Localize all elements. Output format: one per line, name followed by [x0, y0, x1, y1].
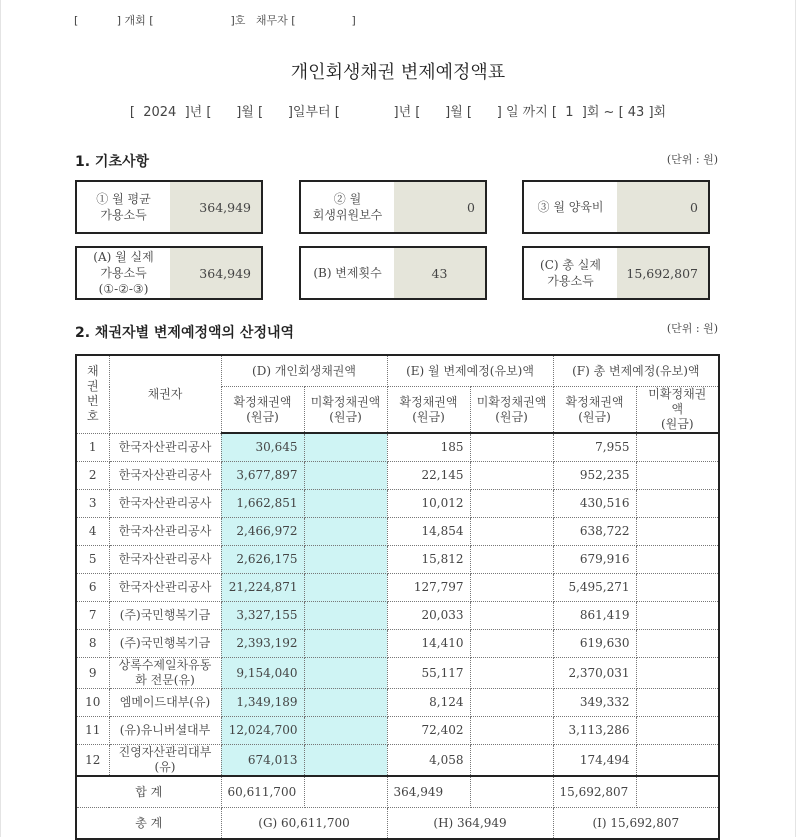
e-unconfirmed-cell: [470, 717, 553, 745]
e-unconfirmed-cell: [470, 462, 553, 490]
table-row: [76, 433, 719, 462]
creditor-name: 엠메이드대부(유): [109, 689, 221, 717]
repayment-count-label: [301, 248, 394, 298]
total-available-income-box: [522, 246, 710, 300]
table-row: [76, 546, 719, 574]
trustee-fee-box: [299, 180, 487, 234]
subtotal-label: 합 계: [76, 776, 221, 808]
creditor-name: 한국자산관리공사: [109, 518, 221, 546]
d-unconfirmed-cell: [304, 518, 387, 546]
d-confirmed-cell: 2,466,972: [221, 518, 304, 546]
box-label-line: 가용소득: [100, 266, 147, 280]
subtotal-e-unconfirmed: [470, 776, 553, 808]
child-support-value: 0: [617, 182, 708, 232]
e-confirmed-cell: 10,012: [387, 490, 470, 518]
e-unconfirmed-cell: [470, 518, 553, 546]
box-label-line: (C) 총 실제: [540, 258, 601, 272]
f-confirmed-cell: 2,370,031: [553, 658, 636, 689]
table-row: [76, 462, 719, 490]
repayment-count-box: [299, 246, 487, 300]
avg-available-income-label: [77, 182, 170, 232]
f-confirmed-cell: 174,494: [553, 745, 636, 777]
creditor-name: 한국자산관리공사: [109, 574, 221, 602]
child-support-box: [522, 180, 710, 234]
f-confirmed-cell: 430,516: [553, 490, 636, 518]
d-confirmed-cell: 1,349,189: [221, 689, 304, 717]
creditor-name: 한국자산관리공사: [109, 490, 221, 518]
section2-title: 2. 채권자별 변제예정액의 산정내역: [75, 325, 295, 341]
d-unconfirmed-cell: [304, 574, 387, 602]
e-unconfirmed-cell: [470, 689, 553, 717]
e-confirmed-cell: 14,410: [387, 630, 470, 658]
page-title: 개인회생채권 변제예정액표: [290, 62, 506, 83]
subtotal-row: [76, 776, 719, 808]
e-confirmed-cell: 22,145: [387, 462, 470, 490]
d-unconfirmed-cell: [304, 490, 387, 518]
actual-available-income-value: 364,949: [170, 248, 261, 298]
d-confirmed-cell: 3,327,155: [221, 602, 304, 630]
repayment-count-value: 43: [394, 248, 485, 298]
d-confirmed-cell: 2,626,175: [221, 546, 304, 574]
f-unconfirmed-cell: [636, 433, 719, 462]
creditor-name: 한국자산관리공사: [109, 433, 221, 462]
d-unconfirmed-cell: [304, 658, 387, 689]
header-group-f: (F) 총 변제예정(유보)액: [553, 355, 719, 387]
e-unconfirmed-cell: [470, 602, 553, 630]
f-unconfirmed-cell: [636, 462, 719, 490]
actual-available-income-box: [75, 246, 263, 300]
box-label-line: ① 월 평균: [96, 192, 151, 206]
row-number: 2: [76, 462, 109, 490]
e-unconfirmed-cell: [470, 745, 553, 777]
e-confirmed-cell: 72,402: [387, 717, 470, 745]
f-confirmed-cell: 3,113,286: [553, 717, 636, 745]
trustee-fee-value: 0: [394, 182, 485, 232]
section1-title: 1. 기초사항: [75, 154, 150, 170]
box-label-line: ③ 월 양육비: [537, 200, 604, 214]
total-available-income-value: 15,692,807: [617, 248, 708, 298]
box-label-line: (①-②-③): [98, 282, 149, 296]
child-support-label: [524, 182, 617, 232]
header-f-confirmed: 확정채권액 (원금): [553, 387, 636, 434]
row-number: 3: [76, 490, 109, 518]
row-number: 10: [76, 689, 109, 717]
e-unconfirmed-cell: [470, 490, 553, 518]
table-row: [76, 717, 719, 745]
section1-unit: (단위 : 원): [666, 153, 718, 166]
header-e-unconfirmed: 미확정채권액 (원금): [470, 387, 553, 434]
section2-unit: (단위 : 원): [666, 322, 718, 335]
f-unconfirmed-cell: [636, 546, 719, 574]
header-d-confirmed: 확정채권액 (원금): [221, 387, 304, 434]
trustee-fee-label: [301, 182, 394, 232]
d-confirmed-cell: 9,154,040: [221, 658, 304, 689]
e-confirmed-cell: 8,124: [387, 689, 470, 717]
grand-total-label: 총 계: [76, 808, 221, 840]
f-unconfirmed-cell: [636, 602, 719, 630]
grand-total-g: (G) 60,611,700: [221, 808, 387, 840]
subtotal-f-unconfirmed: [636, 776, 719, 808]
avg-available-income-value: 364,949: [170, 182, 261, 232]
creditor-name: (유)유니버셜대부: [109, 717, 221, 745]
f-unconfirmed-cell: [636, 574, 719, 602]
table-row: [76, 689, 719, 717]
box-label-line: (A) 월 실제: [93, 250, 154, 264]
d-unconfirmed-cell: [304, 602, 387, 630]
case-number-line: [ ] 개회 [ ]호 채무자 [ ]: [74, 14, 356, 27]
e-unconfirmed-cell: [470, 658, 553, 689]
d-confirmed-cell: 21,224,871: [221, 574, 304, 602]
box-label-line: 가용소득: [100, 208, 147, 222]
box-label-line: (B) 변제횟수: [313, 266, 382, 280]
avg-available-income-box: [75, 180, 263, 234]
header-no: 채권 번호: [76, 355, 109, 433]
row-number: 1: [76, 433, 109, 462]
d-unconfirmed-cell: [304, 433, 387, 462]
header-creditor: 채권자: [109, 355, 221, 433]
box-label-line: ② 월: [333, 192, 362, 206]
table-row: [76, 490, 719, 518]
d-unconfirmed-cell: [304, 546, 387, 574]
d-confirmed-cell: 30,645: [221, 433, 304, 462]
e-confirmed-cell: 20,033: [387, 602, 470, 630]
e-unconfirmed-cell: [470, 433, 553, 462]
f-confirmed-cell: 952,235: [553, 462, 636, 490]
row-number: 12: [76, 745, 109, 777]
f-unconfirmed-cell: [636, 630, 719, 658]
f-unconfirmed-cell: [636, 518, 719, 546]
header-f-unconfirmed: 미확정채권액 (원금): [636, 387, 719, 434]
table-row: [76, 518, 719, 546]
box-label-line: 회생위원보수: [312, 208, 383, 222]
row-number: 6: [76, 574, 109, 602]
header-group-d: (D) 개인회생채권액: [221, 355, 387, 387]
d-unconfirmed-cell: [304, 630, 387, 658]
d-confirmed-cell: 12,024,700: [221, 717, 304, 745]
subtotal-d-unconfirmed: [304, 776, 387, 808]
e-unconfirmed-cell: [470, 630, 553, 658]
d-confirmed-cell: 3,677,897: [221, 462, 304, 490]
d-confirmed-cell: 674,013: [221, 745, 304, 777]
grand-total-row: [76, 808, 719, 840]
row-number: 9: [76, 658, 109, 689]
table-row: [76, 602, 719, 630]
row-number: 5: [76, 546, 109, 574]
header-d-unconfirmed: 미확정채권액 (원금): [304, 387, 387, 434]
creditor-name: (주)국민행복기금: [109, 630, 221, 658]
d-unconfirmed-cell: [304, 717, 387, 745]
d-unconfirmed-cell: [304, 462, 387, 490]
creditor-name: (주)국민행복기금: [109, 602, 221, 630]
e-confirmed-cell: 185: [387, 433, 470, 462]
f-unconfirmed-cell: [636, 658, 719, 689]
creditor-name: 진영자산관리대부 (유): [109, 745, 221, 777]
subtotal-d-confirmed: 60,611,700: [221, 776, 304, 808]
e-confirmed-cell: 15,812: [387, 546, 470, 574]
f-confirmed-cell: 679,916: [553, 546, 636, 574]
subtotal-e-confirmed: 364,949: [387, 776, 470, 808]
d-confirmed-cell: 1,662,851: [221, 490, 304, 518]
row-number: 8: [76, 630, 109, 658]
d-unconfirmed-cell: [304, 745, 387, 777]
table-row: [76, 658, 719, 689]
table-row: [76, 630, 719, 658]
f-confirmed-cell: 7,955: [553, 433, 636, 462]
repayment-table: [75, 354, 720, 840]
subtotal-f-confirmed: 15,692,807: [553, 776, 636, 808]
f-confirmed-cell: 638,722: [553, 518, 636, 546]
creditor-name: 한국자산관리공사: [109, 462, 221, 490]
total-available-income-label: [524, 248, 617, 298]
f-unconfirmed-cell: [636, 689, 719, 717]
f-unconfirmed-cell: [636, 717, 719, 745]
grand-total-h: (H) 364,949: [387, 808, 553, 840]
e-confirmed-cell: 14,854: [387, 518, 470, 546]
e-unconfirmed-cell: [470, 546, 553, 574]
f-unconfirmed-cell: [636, 745, 719, 777]
grand-total-i: (I) 15,692,807: [553, 808, 719, 840]
f-confirmed-cell: 349,332: [553, 689, 636, 717]
e-confirmed-cell: 127,797: [387, 574, 470, 602]
repayment-period: [ 2024 ]년 [ ]월 [ ]일부터 [ ]년 [ ]월 [ ] 일 까지 [ 1 ]회 ~ [ 43 ]회: [129, 105, 667, 120]
row-number: 7: [76, 602, 109, 630]
creditor-name: 한국자산관리공사: [109, 546, 221, 574]
box-label-line: 가용소득: [547, 274, 594, 288]
f-confirmed-cell: 619,630: [553, 630, 636, 658]
table-row: [76, 745, 719, 777]
e-confirmed-cell: 4,058: [387, 745, 470, 777]
actual-available-income-label: [77, 248, 170, 298]
row-number: 4: [76, 518, 109, 546]
d-confirmed-cell: 2,393,192: [221, 630, 304, 658]
e-confirmed-cell: 55,117: [387, 658, 470, 689]
row-number: 11: [76, 717, 109, 745]
header-group-e: (E) 월 변제예정(유보)액: [387, 355, 553, 387]
table-row: [76, 574, 719, 602]
f-confirmed-cell: 5,495,271: [553, 574, 636, 602]
d-unconfirmed-cell: [304, 689, 387, 717]
f-confirmed-cell: 861,419: [553, 602, 636, 630]
e-unconfirmed-cell: [470, 574, 553, 602]
creditor-name: 상록수제일차유동화 전문(유): [109, 658, 221, 689]
header-e-confirmed: 확정채권액 (원금): [387, 387, 470, 434]
f-unconfirmed-cell: [636, 490, 719, 518]
